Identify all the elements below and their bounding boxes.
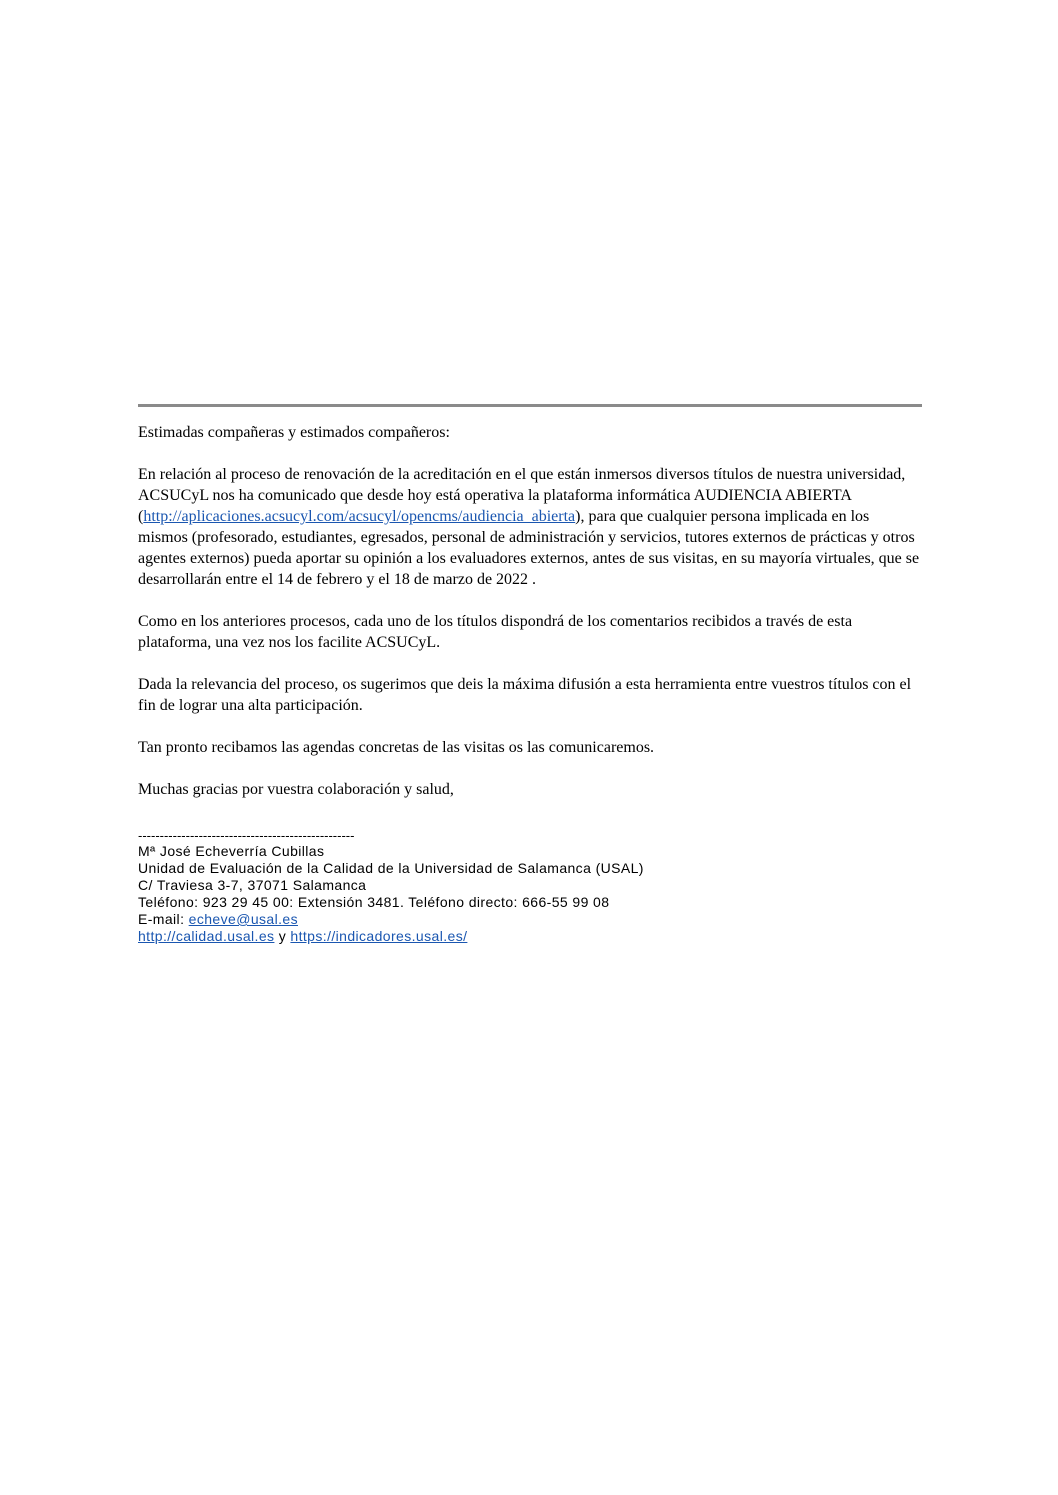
- greeting: Estimadas compañeras y estimados compañeros:: [138, 424, 450, 441]
- indicadores-website-link[interactable]: https://indicadores.usal.es/: [290, 928, 468, 944]
- email-label: E-mail:: [138, 911, 189, 927]
- paragraph-diffusion: Dada la relevancia del proceso, os sugerimos que deis la máxima difusión a esta herramienta entre vuestros títulos con el fin de lograr una alta participación.: [138, 676, 912, 714]
- signature-phone: Teléfono: 923 29 45 00: Extensión 3481. Teléfono directo: 666-55 99 08: [138, 894, 610, 910]
- signature-unit: Unidad de Evaluación de la Calidad de la Universidad de Salamanca (USAL): [138, 860, 644, 876]
- signature-block: [138, 828, 922, 945]
- paragraph-platform: [138, 464, 922, 590]
- signature-address: C/ Traviesa 3-7, 37071 Salamanca: [138, 877, 367, 893]
- audiencia-abierta-link[interactable]: http://aplicaciones.acsucyl.com/acsucyl/opencms/audiencia_abierta: [143, 508, 576, 525]
- calidad-website-link[interactable]: http://calidad.usal.es: [138, 928, 275, 944]
- paragraph-agendas: Tan pronto recibamos las agendas concretas de las visitas os las comunicaremos.: [138, 739, 655, 756]
- header-rule: [138, 404, 922, 407]
- signature-websites: [138, 928, 922, 945]
- signature-separator: --------------------------------------------------: [138, 828, 355, 843]
- paragraph-platform-text-2: ), para que cualquier persona implicada en los mismos (profesorado, estudiantes, egresados, personal de administración y servicios, tutores externos de prácticas y otros agentes externos) pueda aportar su opinión a los evaluadores externos, antes de sus visitas, en su mayoría virtuales, que se desarrollarán entre el 14 de febrero y el 18 de marzo de 2022 .: [138, 508, 920, 588]
- letter-body: [138, 422, 922, 800]
- paragraph-comments: Como en los anteriores procesos, cada uno de los títulos dispondrá de los comentarios recibidos a través de esta plataforma, una vez nos los facilite ACSUCyL.: [138, 613, 853, 651]
- paragraph-platform-text-1: En relación al proceso de renovación de la acreditación en el que están inmersos diversos títulos de nuestra universidad, ACSUCyL nos ha comunicado que desde hoy está operativa la plataforma informática AUDIENCIA ABIERTA (: [138, 466, 906, 525]
- email-link[interactable]: echeve@usal.es: [188, 911, 298, 927]
- signature-email-line: [138, 911, 922, 928]
- website-separator: y: [274, 928, 291, 944]
- closing: Muchas gracias por vuestra colaboración y salud,: [138, 781, 454, 798]
- signature-name: Mª José Echeverría Cubillas: [138, 843, 325, 859]
